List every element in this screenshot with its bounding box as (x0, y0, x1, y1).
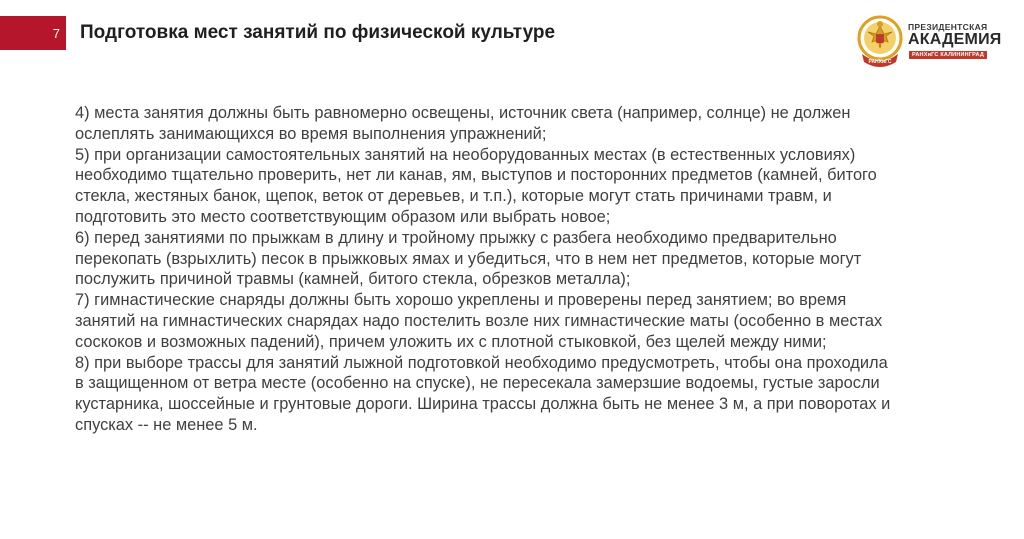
body-line: необходимо тщательно проверить, нет ли канав, ям, выступов и посторонних предметов (камней, битого (75, 166, 877, 185)
logo-line-academy: АКАДЕМИЯ (908, 31, 1002, 48)
body-line: послужить причиной травмы (камней, битого стекла, обрезков металла); (75, 270, 631, 289)
body-line: соскоков и возможных падений), причем уложить их с плотной стыковкой, без щелей между ними; (75, 332, 827, 351)
body-line: занятий на гимнастических снарядах надо постелить возле них гимнастические маты (особенно в местах (75, 311, 883, 330)
slide-number: 7 (52, 25, 60, 41)
body-line: 6) перед занятиями по прыжкам в длину и тройному прыжку с разбега необходимо предварительно (75, 228, 837, 247)
eagle-emblem-icon (856, 12, 904, 76)
body-line: 4) места занятия должны быть равномерно освещены, источник света (например, солнце) не должен (75, 104, 851, 122)
slide-title: Подготовка мест занятий по физической культуре (80, 22, 556, 43)
body-line: спусках -- не менее 5 м. (75, 415, 258, 434)
body-line: подготовить это место соответствующим образом или выбрать новое; (75, 207, 611, 226)
body-line: кустарника, шоссейные и грунтовые дороги. Ширина трассы должна быть не менее 3 м, а при поворотах и (75, 395, 891, 414)
body-line: ослеплять занимающихся во время выполнения упражнений; (75, 124, 547, 143)
body-line: перекопать (взрыхлить) песок в прыжковых ямах и убедиться, что в нем нет предметов, которые могут (75, 249, 862, 268)
body-line: 5) при организации самостоятельных занятий на необорудованных местах (в естественных условиях) (75, 145, 856, 164)
body-line: стекла, жестяных банок, щепок, веток от деревьев, и т.п.), которые могут стать причинами травм, и (75, 187, 832, 206)
body-line: в защищенном от ветра месте (особенно на спуске), не пересекала замерзшие водоемы, густые заросли (75, 374, 880, 393)
logo-line-president: ПРЕЗИДЕНТСКАЯ (908, 22, 988, 32)
academy-logo (856, 12, 1002, 76)
slide-number-badge (0, 16, 66, 50)
logo-line-ranepa: РАНХиГС КАЛИНИНГРАД (909, 51, 987, 59)
body-text (75, 103, 995, 436)
body-line: 7) гимнастические снаряды должны быть хорошо укреплены и проверены перед занятием; во время (75, 291, 847, 310)
body-line: 8) при выборе трассы для занятий лыжной подготовкой необходимо предусмотреть, чтобы она проходила (75, 353, 888, 372)
logo-ribbon-text: РАНХиГС (868, 59, 892, 65)
